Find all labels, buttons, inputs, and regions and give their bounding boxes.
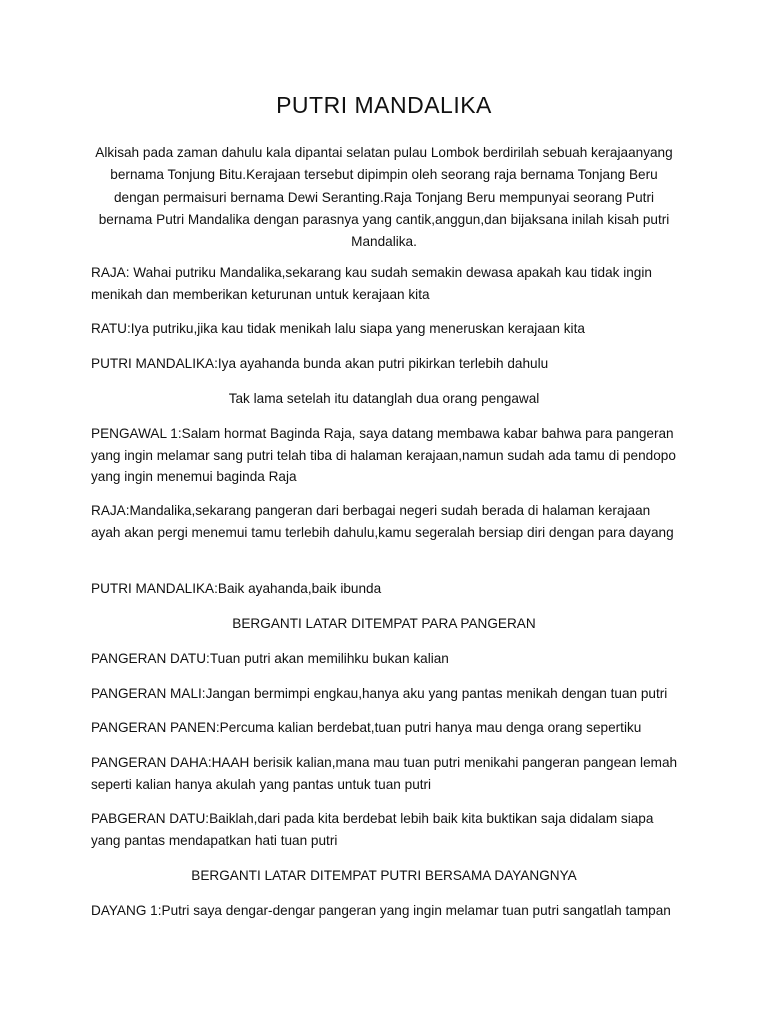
dialogue-paragraph: PANGERAN DATU:Tuan putri akan memilihku bukan kalian — [91, 651, 449, 666]
dialogue-paragraph: PANGERAN MALI:Jangan bermimpi engkau,hanya aku yang pantas menikah dengan tuan putri — [91, 686, 668, 701]
dialogue-paragraph: PANGERAN PANEN:Percuma kalian berdebat,tuan putri hanya mau denga orang sepertiku — [91, 720, 642, 735]
dialogue-paragraph: DAYANG 1:Putri saya dengar-dengar pangeran yang ingin melamar tuan putri sangatlah tampan — [91, 903, 671, 918]
dialogue-paragraph: PABGERAN DATU:Baiklah,dari pada kita berdebat lebih baik kita buktikan saja didalam siapa yang pantas mendapatkan hati tuan putri — [91, 811, 654, 848]
scene-change-heading: BERGANTI LATAR DITEMPAT PUTRI BERSAMA DAYANGNYA — [191, 868, 577, 883]
dialogue-paragraph: RAJA: Wahai putriku Mandalika,sekarang kau sudah semakin dewasa apakah kau tidak ingin menikah dan memberikan keturunan untuk kerajaan kita — [91, 265, 652, 302]
dialogue-paragraph: RATU:Iya putriku,jika kau tidak menikah lalu siapa yang meneruskan kerajaan kita — [91, 321, 585, 336]
dialogue-paragraph: PUTRI MANDALIKA:Baik ayahanda,baik ibunda — [91, 581, 382, 596]
dialogue-paragraph: PANGERAN DAHA:HAAH berisik kalian,mana mau tuan putri menikahi pangeran pangean lemah seperti kalian hanya akulah yang pantas untuk tuan putri — [91, 755, 678, 792]
dialogue-paragraph: PENGAWAL 1:Salam hormat Baginda Raja, saya datang membawa kabar bahwa para pangeran yang ingin melamar sang putri telah tiba di halaman kerajaan,namun sudah ada tamu di pendopo yang ingin menemui baginda Raja — [91, 426, 676, 484]
intro-paragraph: Alkisah pada zaman dahulu kala dipantai selatan pulau Lombok berdirilah sebuah kerajaanyang bernama Tonjung Bitu.Kerajaan tersebut dipimpin oleh seorang raja bernama Tonjang Beru dengan permaisuri bernama Dewi Seranting.Raja Tonjang Beru mempunyai seorang Putri bernama Putri Mandalika dengan parasnya yang cantik,anggun,dan bijaksana inilah kisah putri Mandalika. — [95, 145, 673, 250]
dialogue-paragraph: PUTRI MANDALIKA:Iya ayahanda bunda akan putri pikirkan terlebih dahulu — [91, 356, 549, 371]
document-title: PUTRI MANDALIKA — [276, 92, 492, 118]
scene-change-heading: BERGANTI LATAR DITEMPAT PARA PANGERAN — [232, 616, 536, 631]
narration-line: Tak lama setelah itu datanglah dua orang pengawal — [228, 391, 540, 406]
dialogue-paragraph: RAJA:Mandalika,sekarang pangeran dari berbagai negeri sudah berada di halaman kerajaan ayah akan pergi menemui tamu terlebih dahulu,kamu segeralah bersiap diri dengan para dayang — [91, 503, 674, 540]
